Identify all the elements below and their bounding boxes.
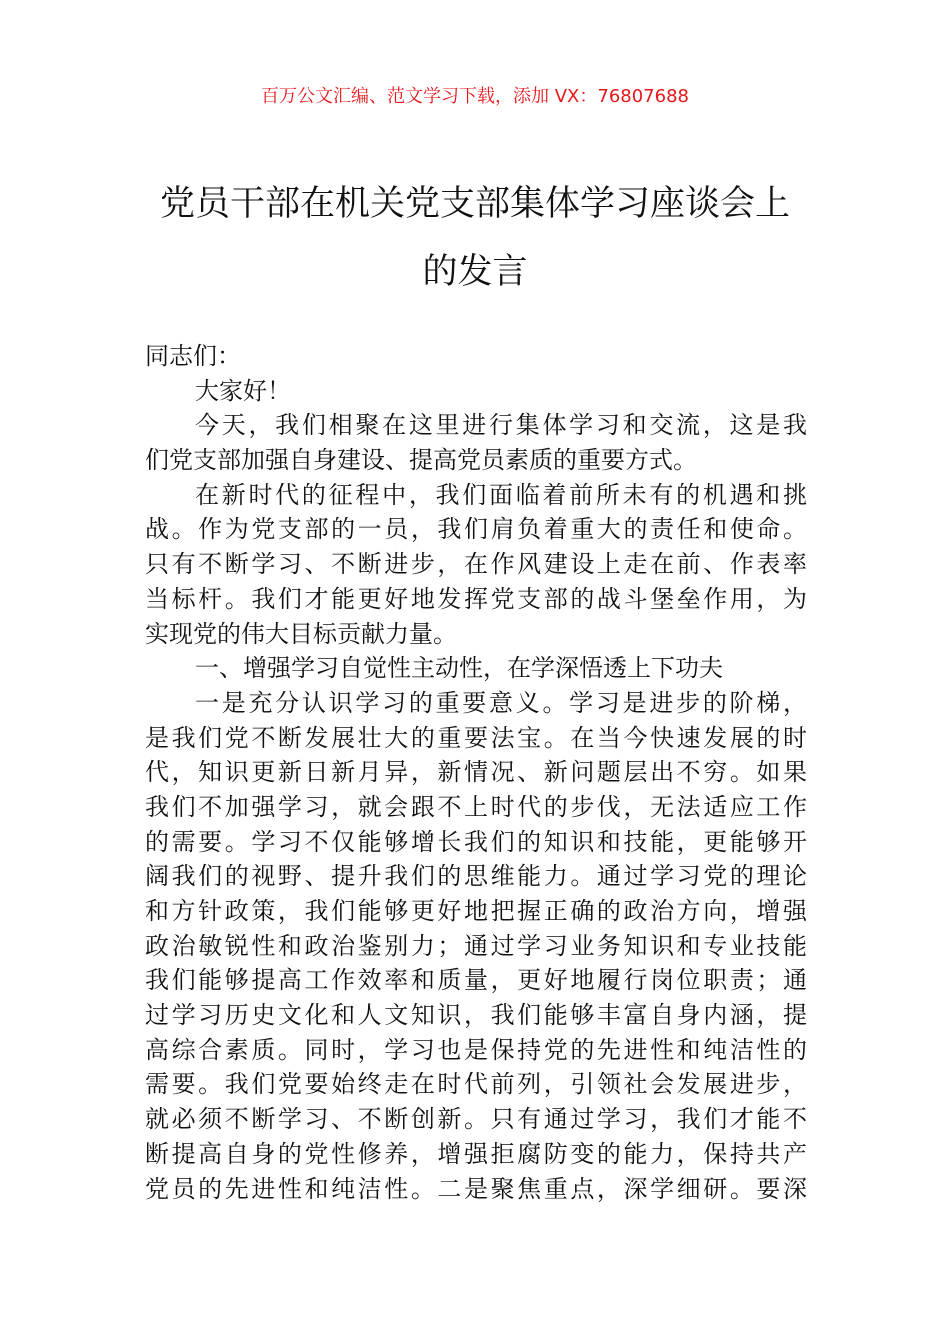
text-line: 高综合素质。同时，学习也是保持党的先进性和纯洁性的 bbox=[145, 1035, 807, 1064]
text-line: 只有不断学习、不断进步，在作风建设上走在前、作表率 bbox=[145, 550, 807, 579]
text-line: 同志们： bbox=[145, 342, 241, 370]
paragraph bbox=[145, 478, 807, 651]
watermark-header: 百万公文汇编、范文学习下载，添加 VX：76807688 bbox=[261, 86, 689, 107]
text-line: 一、增强学习自觉性主动性，在学深悟透上下功夫 bbox=[195, 654, 723, 683]
text-line: 过学习历史文化和人文知识，我们能够丰富自身内涵，提 bbox=[145, 1001, 807, 1030]
text-line: 和方针政策，我们能够更好地把握正确的政治方向，增强 bbox=[145, 897, 807, 925]
text-line: 断提高自身的党性修养，增强拒腐防变的能力，保持共产 bbox=[145, 1139, 807, 1168]
text-line: 大家好！ bbox=[195, 376, 291, 405]
paragraph bbox=[145, 339, 807, 374]
title-line: 党员干部在机关党支部集体学习座谈会上 bbox=[159, 184, 790, 224]
title-line: 的发言 bbox=[422, 252, 528, 292]
text-line: 的需要。学习不仅能够增长我们的知识和技能，更能够开 bbox=[145, 827, 807, 856]
text-line: 当标杆。我们才能更好地发挥党支部的战斗堡垒作用，为 bbox=[145, 584, 807, 613]
text-line: 战。作为党支部的一员，我们肩负着重大的责任和使命。 bbox=[145, 515, 807, 544]
text-line: 们党支部加强自身建设、提高党员素质的重要方式。 bbox=[145, 446, 697, 475]
text-line: 今天，我们相聚在这里进行集体学习和交流，这是我 bbox=[195, 411, 807, 440]
text-line: 代，知识更新日新月异，新情况、新问题层出不穷。如果 bbox=[145, 758, 807, 787]
text-line: 政治敏锐性和政治鉴别力；通过学习业务知识和专业技能 bbox=[145, 931, 807, 960]
paragraph bbox=[145, 651, 807, 686]
text-line: 实现党的伟大目标贡献力量。 bbox=[145, 619, 457, 648]
document-title bbox=[140, 170, 810, 306]
text-line: 就必须不断学习、不断创新。只有通过学习，我们才能不 bbox=[145, 1105, 807, 1134]
paragraph bbox=[145, 408, 807, 477]
paragraph bbox=[145, 374, 807, 409]
text-line: 在新时代的征程中，我们面临着前所未有的机遇和挑 bbox=[195, 480, 807, 509]
text-line: 党员的先进性和纯洁性。二是聚焦重点，深学细研。要深 bbox=[145, 1174, 807, 1203]
text-line: 是我们党不断发展壮大的重要法宝。在当今快速发展的时 bbox=[145, 723, 807, 752]
paragraph bbox=[145, 686, 807, 1206]
text-line: 我们能够提高工作效率和质量，更好地履行岗位职责；通 bbox=[145, 966, 807, 995]
text-line: 一是充分认识学习的重要意义。学习是进步的阶梯， bbox=[195, 688, 807, 717]
text-line: 阔我们的视野、提升我们的思维能力。通过学习党的理论 bbox=[145, 862, 807, 891]
text-line: 我们不加强学习，就会跟不上时代的步伐，无法适应工作 bbox=[145, 792, 807, 821]
document-body bbox=[145, 339, 807, 1206]
text-line: 需要。我们党要始终走在时代前列，引领社会发展进步， bbox=[145, 1070, 807, 1099]
